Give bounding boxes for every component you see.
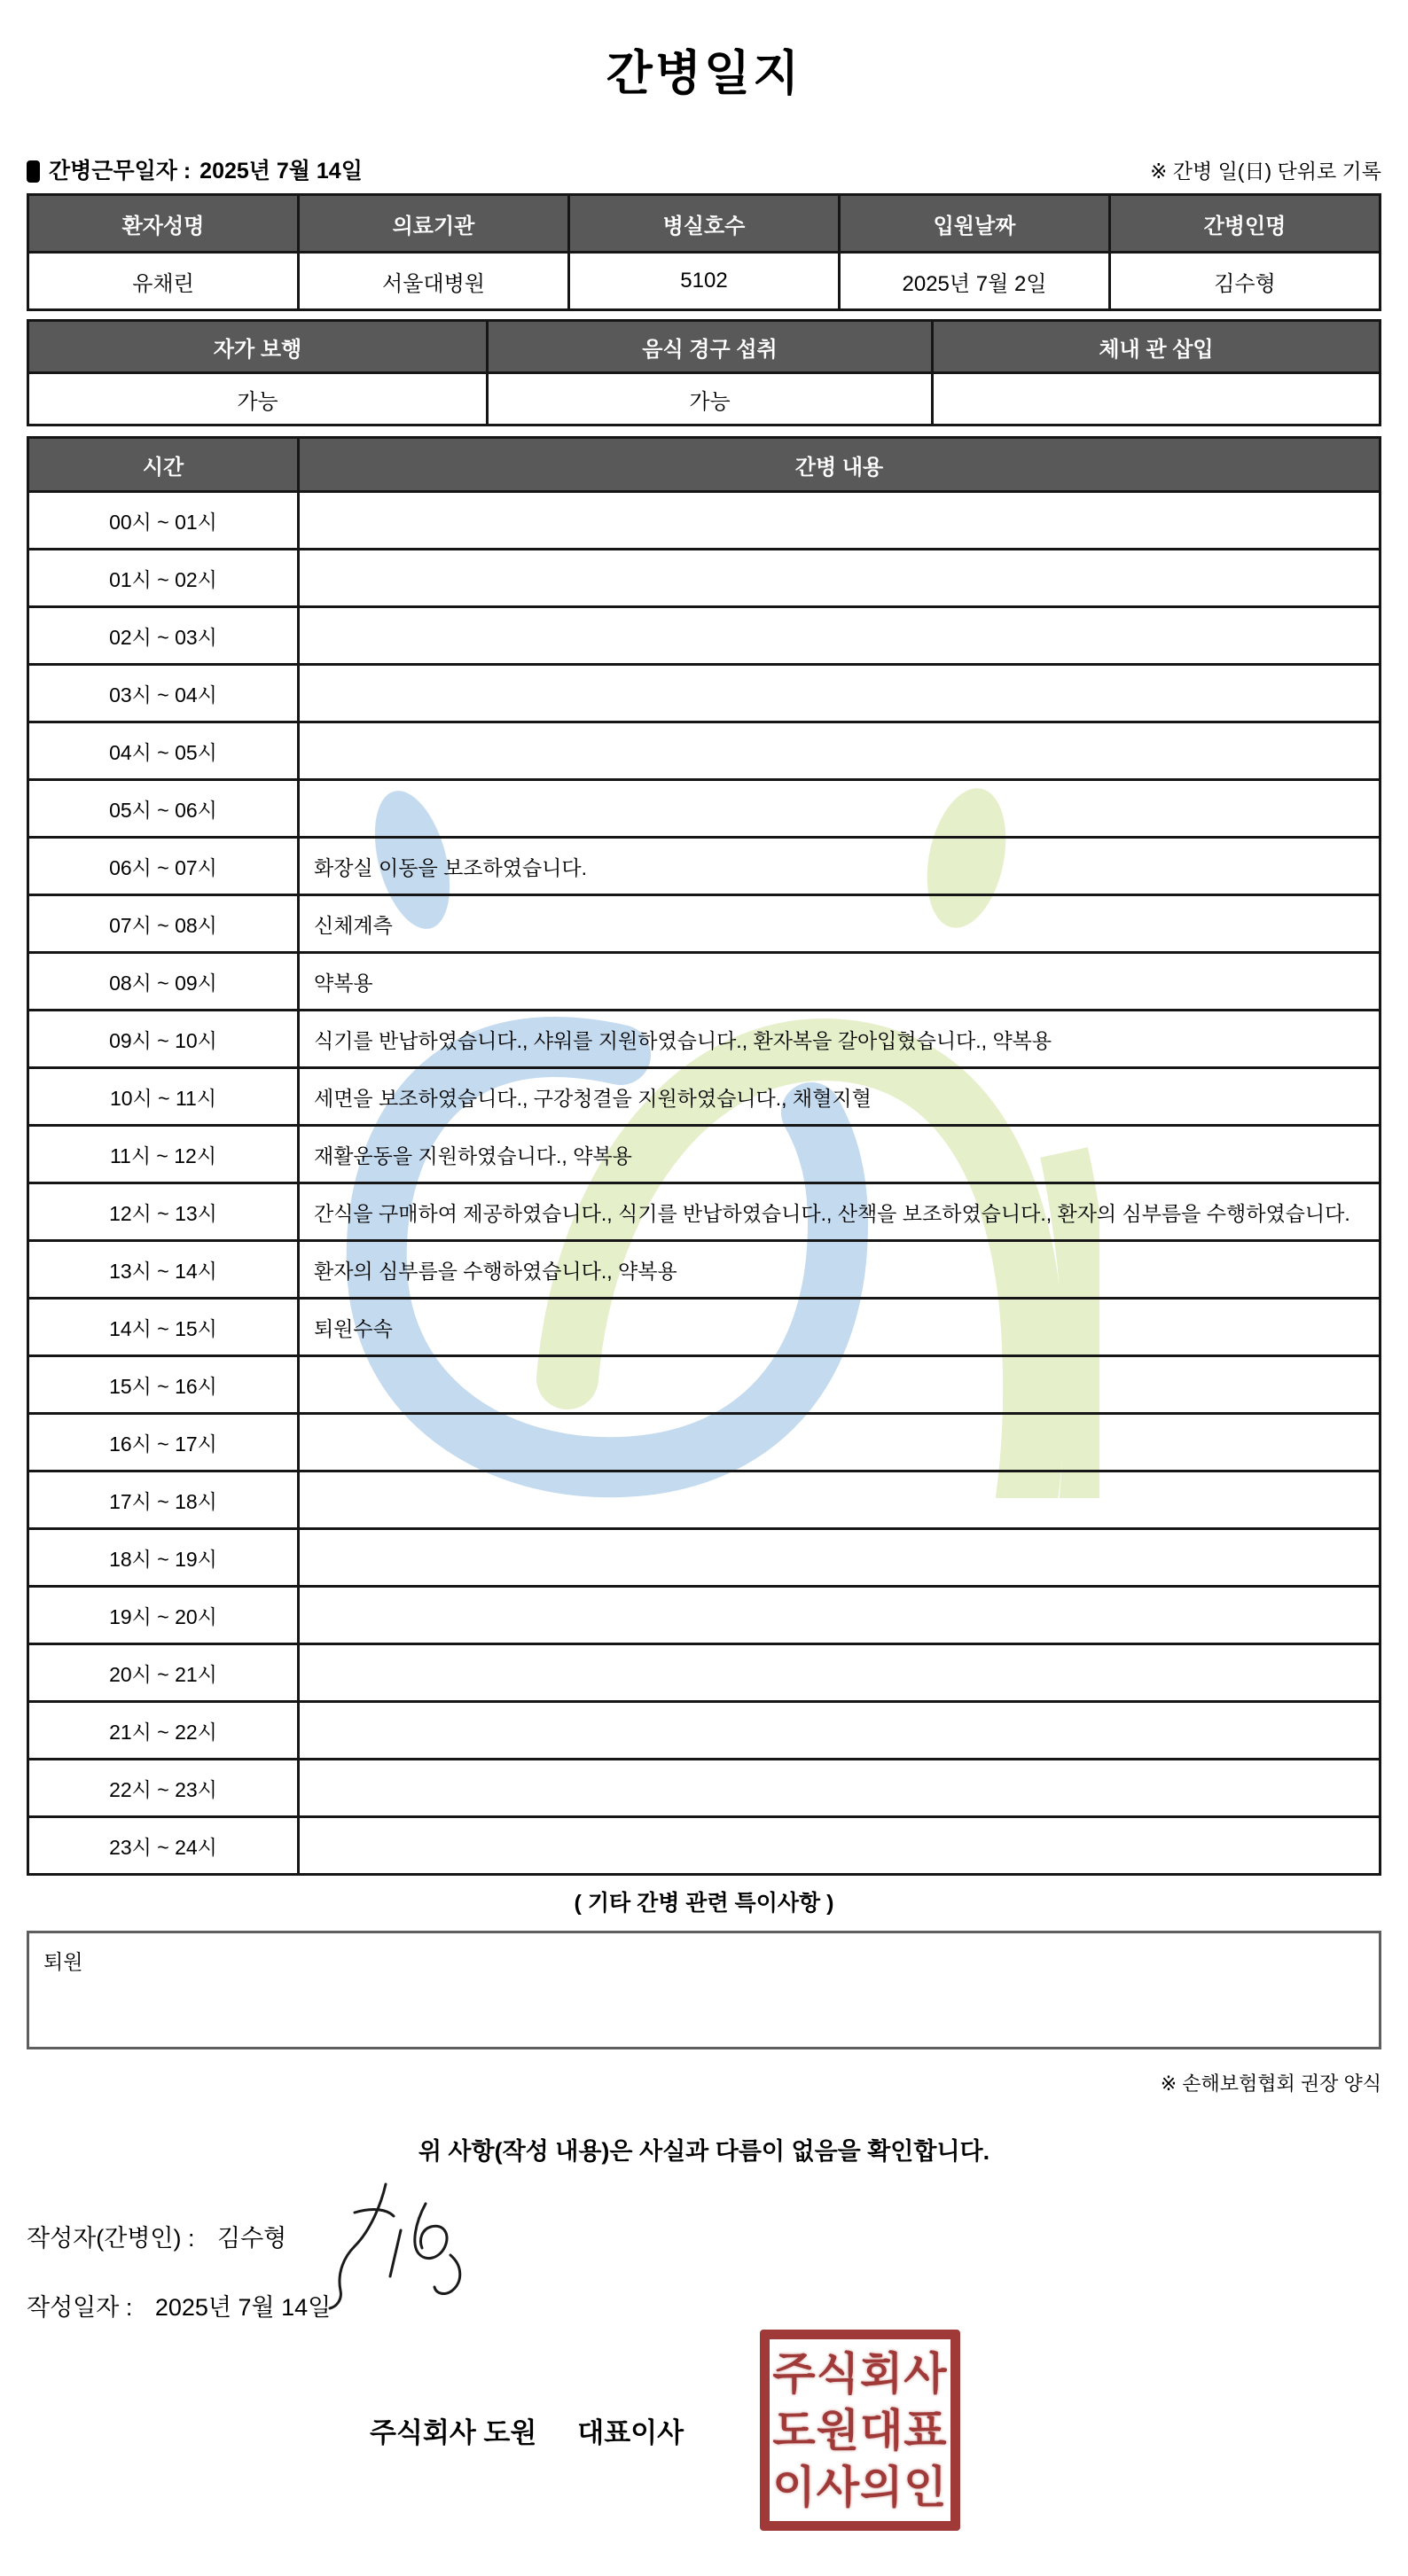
- care-row-content: [299, 1414, 1381, 1471]
- care-row-content: [299, 1471, 1381, 1529]
- status-header-row: [28, 321, 1381, 373]
- care-row-time: 17시 ~ 18시: [28, 1471, 299, 1529]
- care-row: [28, 780, 1381, 838]
- value-oral-intake: 가능: [488, 373, 933, 425]
- written-date-value: 2025년 7월 14일: [154, 2294, 332, 2321]
- patient-info-table: [27, 193, 1381, 311]
- work-date-label: 간병근무일자 :: [49, 159, 192, 183]
- care-row: [28, 1471, 1381, 1529]
- care-row: [28, 607, 1381, 665]
- care-row-content: [299, 780, 1381, 838]
- care-row-content: [299, 550, 1381, 607]
- care-row: [28, 550, 1381, 607]
- care-row: [28, 1011, 1381, 1068]
- care-row-time: 21시 ~ 22시: [28, 1702, 299, 1760]
- special-notes-box: [27, 1931, 1381, 2049]
- care-row-content: 약복용: [299, 953, 1381, 1011]
- care-row: [28, 1068, 1381, 1126]
- care-row-time: 22시 ~ 23시: [28, 1760, 299, 1817]
- header-caregiver-name: 간병인명: [1110, 195, 1381, 253]
- care-row-content: 신체계측: [299, 895, 1381, 953]
- header-care-content: 간병 내용: [299, 438, 1381, 492]
- header-room-number: 병실호수: [569, 195, 840, 253]
- special-notes-content: 퇴원: [43, 1950, 83, 1973]
- care-row-content: [299, 607, 1381, 665]
- header-oral-intake: 음식 경구 섭취: [488, 321, 933, 373]
- care-row-content: [299, 1587, 1381, 1644]
- work-date-value: 2025년 7월 14일: [199, 159, 363, 183]
- status-value-row: [28, 373, 1381, 425]
- value-patient-name: 유채린: [28, 253, 299, 310]
- confirmation-statement: 위 사항(작성 내용)은 사실과 다름이 없음을 확인합니다.: [418, 2138, 990, 2165]
- value-admission-date: 2025년 7월 2일: [840, 253, 1110, 310]
- care-row-content: [299, 1529, 1381, 1587]
- care-row-content: 간식을 구매하여 제공하였습니다., 식기를 반납하였습니다., 산책을 보조하였습니다., 환자의 심부름을 수행하였습니다.: [299, 1183, 1381, 1241]
- header-internal-tube: 체내 관 삽입: [933, 321, 1381, 373]
- header-self-walking: 자가 보행: [28, 321, 488, 373]
- care-row-content: [299, 1644, 1381, 1702]
- care-row-content: 세면을 보조하였습니다., 구강청결을 지원하였습니다., 채혈지혈: [299, 1068, 1381, 1126]
- care-row-time: 03시 ~ 04시: [28, 665, 299, 722]
- written-date-label: 작성일자 :: [27, 2294, 133, 2321]
- writer-name: 김수형: [217, 2225, 287, 2252]
- header-time: 시간: [28, 438, 299, 492]
- care-row: [28, 895, 1381, 953]
- care-row-time: 09시 ~ 10시: [28, 1011, 299, 1068]
- care-row-content: 식기를 반납하였습니다., 샤워를 지원하였습니다., 환자복을 갈아입혔습니다., 약복용: [299, 1011, 1381, 1068]
- care-row: [28, 953, 1381, 1011]
- writer-label: 작성자(간병인) :: [27, 2225, 195, 2252]
- care-row-time: 02시 ~ 03시: [28, 607, 299, 665]
- care-row: [28, 1241, 1381, 1299]
- value-internal-tube: [933, 373, 1381, 425]
- recommended-form-note: ※ 손해보험협회 권장 양식: [1160, 2073, 1381, 2095]
- care-row: [28, 1414, 1381, 1471]
- care-row: [28, 1356, 1381, 1414]
- care-row: [28, 1587, 1381, 1644]
- care-row: [28, 1529, 1381, 1587]
- handwritten-signature: [301, 2177, 505, 2310]
- value-caregiver-name: 김수형: [1110, 253, 1381, 310]
- patient-info-value-row: [28, 253, 1381, 310]
- patient-status-table: [27, 319, 1381, 426]
- care-row-content: 퇴원수속: [299, 1299, 1381, 1356]
- care-row-time: 12시 ~ 13시: [28, 1183, 299, 1241]
- care-row-time: 18시 ~ 19시: [28, 1529, 299, 1587]
- care-row-time: 14시 ~ 15시: [28, 1299, 299, 1356]
- care-row-time: 15시 ~ 16시: [28, 1356, 299, 1414]
- care-row-content: 화장실 이동을 보조하였습니다.: [299, 838, 1381, 895]
- header-admission-date: 입원날짜: [840, 195, 1110, 253]
- header-medical-institution: 의료기관: [299, 195, 569, 253]
- meta-row: [27, 158, 1381, 184]
- care-table-body: [28, 492, 1381, 1875]
- care-row-time: 07시 ~ 08시: [28, 895, 299, 953]
- value-medical-institution: 서울대병원: [299, 253, 569, 310]
- care-row-content: [299, 1702, 1381, 1760]
- care-row: [28, 1760, 1381, 1817]
- care-row-time: 05시 ~ 06시: [28, 780, 299, 838]
- header-patient-name: 환자성명: [28, 195, 299, 253]
- care-row: [28, 1702, 1381, 1760]
- written-date-line: [27, 2292, 1381, 2322]
- care-row-content: [299, 665, 1381, 722]
- care-row-content: [299, 722, 1381, 780]
- care-row-content: 환자의 심부름을 수행하였습니다., 약복용: [299, 1241, 1381, 1299]
- care-row-content: [299, 1760, 1381, 1817]
- unit-note: ※ 간병 일(日) 단위로 기록: [1150, 160, 1381, 183]
- value-room-number: 5102: [569, 253, 840, 310]
- care-row-time: 10시 ~ 11시: [28, 1068, 299, 1126]
- care-row: [28, 1126, 1381, 1183]
- care-row-time: 06시 ~ 07시: [28, 838, 299, 895]
- care-row-time: 08시 ~ 09시: [28, 953, 299, 1011]
- care-row: [28, 722, 1381, 780]
- care-row: [28, 838, 1381, 895]
- care-row-time: 00시 ~ 01시: [28, 492, 299, 550]
- patient-info-header-row: [28, 195, 1381, 253]
- writer-line: [27, 2223, 1381, 2253]
- value-self-walking: 가능: [28, 373, 488, 425]
- care-row-time: 23시 ~ 24시: [28, 1817, 299, 1875]
- corporate-seal-stamp: [760, 2330, 960, 2531]
- care-row-time: 04시 ~ 05시: [28, 722, 299, 780]
- care-row-content: [299, 1356, 1381, 1414]
- care-row-time: 11시 ~ 12시: [28, 1126, 299, 1183]
- stamp-line-1: 주식회사: [772, 2348, 948, 2399]
- care-log-document: [0, 44, 1408, 2450]
- care-row: [28, 1183, 1381, 1241]
- stamp-line-3: 이사의인: [772, 2462, 948, 2512]
- care-row-time: 01시 ~ 02시: [28, 550, 299, 607]
- care-header-row: [28, 438, 1381, 492]
- care-row-time: 20시 ~ 21시: [28, 1644, 299, 1702]
- care-schedule-table: [27, 436, 1381, 1876]
- care-row-content: 재활운동을 지원하였습니다., 약복용: [299, 1126, 1381, 1183]
- work-date-line: [27, 158, 363, 184]
- care-row-time: 16시 ~ 17시: [28, 1414, 299, 1471]
- special-notes-heading: ( 기타 간병 관련 특이사항 ): [574, 1891, 834, 1916]
- stamp-line-2: 도원대표: [772, 2405, 948, 2455]
- care-row: [28, 665, 1381, 722]
- care-row-content: [299, 1817, 1381, 1875]
- care-row: [28, 492, 1381, 550]
- care-row-time: 13시 ~ 14시: [28, 1241, 299, 1299]
- company-role: 대표이사: [577, 2417, 684, 2448]
- company-name: 주식회사 도원: [370, 2417, 537, 2448]
- bullet-square-icon: [27, 160, 40, 183]
- care-row-time: 19시 ~ 20시: [28, 1587, 299, 1644]
- page-title: 간병일지: [606, 47, 802, 100]
- care-row: [28, 1644, 1381, 1702]
- care-row: [28, 1817, 1381, 1875]
- care-row: [28, 1299, 1381, 1356]
- care-row-content: [299, 492, 1381, 550]
